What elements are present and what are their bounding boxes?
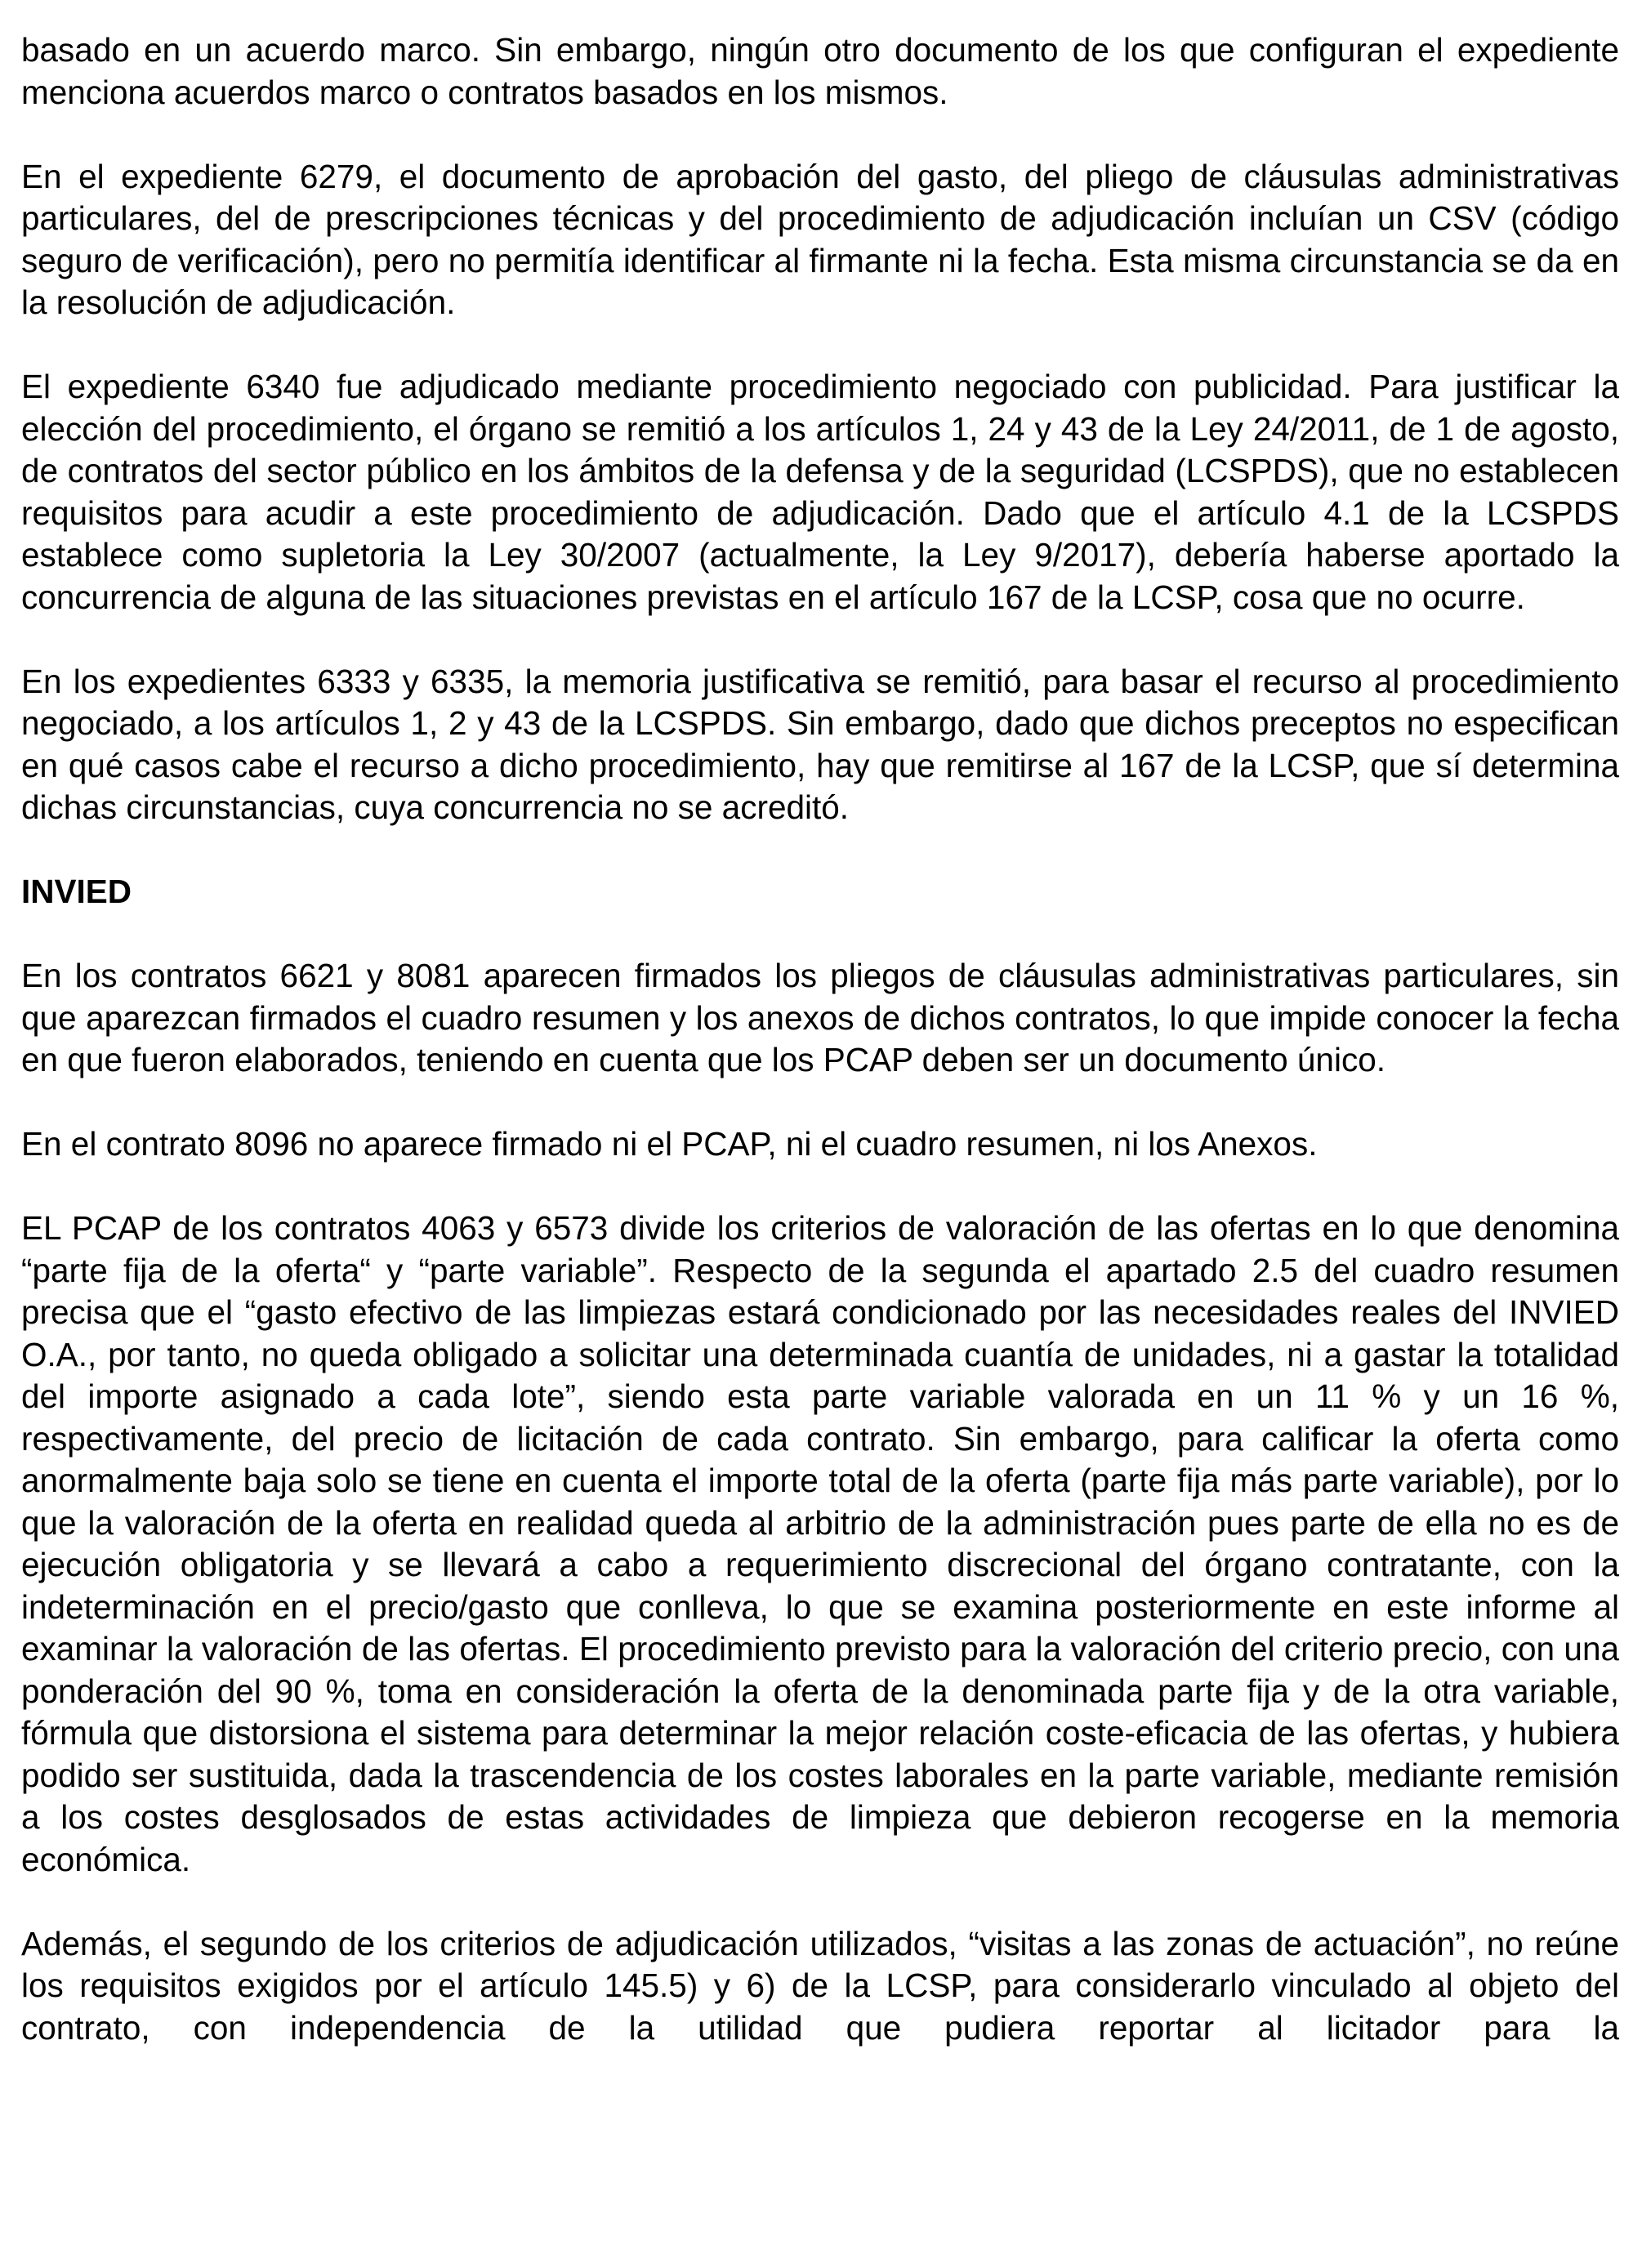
paragraph-acuerdo-marco: basado en un acuerdo marco. Sin embargo, ningún otro documento de los que configuran el expediente menciona acuerdos marco o contratos basados en los mismos. — [21, 31, 1619, 111]
document-page — [21, 29, 1619, 2049]
section-heading-invied: INVIED — [21, 873, 132, 910]
paragraph-expedientes-6333-6335: En los expedientes 6333 y 6335, la memoria justificativa se remitió, para basar el recurso al procedimiento negociado, a los artículos 1, 2 y 43 de la LCSPDS. Sin embargo, dado que dichos preceptos no especifican en qué casos cabe el recurso a dicho procedimiento, hay que remitirse al 167 de la LCSP, que sí determina dichas circunstancias, cuya concurrencia no se acreditó. — [21, 662, 1619, 826]
paragraph-expediente-6279: En el expediente 6279, el documento de aprobación del gasto, del pliego de cláusulas administrativas particulares, del de prescripciones técnicas y del procedimiento de adjudicación incluían un CSV (código seguro de verificación), pero no permitía identificar al firmante ni la fecha. Esta misma circunstancia se da en la resolución de adjudicación. — [21, 157, 1619, 321]
paragraph-contratos-6621-8081: En los contratos 6621 y 8081 aparecen firmados los pliegos de cláusulas administrativas particulares, sin que aparezcan firmados el cuadro resumen y los anexos de dichos contratos, lo que impide conocer la fecha en que fueron elaborados, teniendo en cuenta que los PCAP deben ser un documento único. — [21, 957, 1619, 1078]
paragraph-contrato-8096: En el contrato 8096 no aparece firmado ni el PCAP, ni el cuadro resumen, ni los Anexos. — [21, 1125, 1318, 1163]
paragraph-expediente-6340: El expediente 6340 fue adjudicado mediante procedimiento negociado con publicidad. Para justificar la elección del procedimiento, el órgano se remitió a los artículos 1, 24 y 43 de la Ley 24/2011, de 1 de agosto, de contratos del sector público en los ámbitos de la defensa y de la seguridad (LCSPDS), que no establecen requisitos para acudir a este procedimiento de adjudicación. Dado que el artículo 4.1 de la LCSPDS establece como supletoria la Ley 30/2007 (actualmente, la Ley 9/2017), debería haberse aportado la concurrencia de alguna de las situaciones previstas en el artículo 167 de la LCSP, cosa que no ocurre. — [21, 368, 1619, 616]
paragraph-criterios-adjudicacion: Además, el segundo de los criterios de adjudicación utilizados, “visitas a las zonas de actuación”, no reúne los requisitos exigidos por el artículo 145.5) y 6) de la LCSP, para considerarlo vinculado al objeto del contrato, con independencia de la utilidad que pudiera reportar al licitador para la — [21, 1924, 1619, 2047]
paragraph-pcap-4063-6573: EL PCAP de los contratos 4063 y 6573 divide los criterios de valoración de las ofertas en lo que denomina “parte fija de la oferta“ y “parte variable”. Respecto de la segunda el apartado 2.5 del cuadro resumen precisa que el “gasto efectivo de las limpiezas estará condicionado por las necesidades reales del INVIED O.A., por tanto, no queda obligado a solicitar una determinada cuantía de unidades, ni a gastar la totalidad del importe asignado a cada lote”, siendo esta parte variable valorada en un 11 % y un 16 %, respectivamente, del precio de licitación de cada contrato. Sin embargo, para calificar la oferta como anormalmente baja solo se tiene en cuenta el importe total de la oferta (parte fija más parte variable), por lo que la valoración de la oferta en realidad queda al arbitrio de la administración pues parte de ella no es de ejecución obligatoria y se llevará a cabo a requerimiento discrecional del órgano contratante, con la indeterminación en el precio/gasto que conlleva, lo que se examina posteriormente en este informe al examinar la valoración de las ofertas. El procedimiento previsto para la valoración del criterio precio, con una ponderación del 90 %, toma en consideración la oferta de la denominada parte fija y de la otra variable, fórmula que distorsiona el sistema para determinar la mejor relación coste-eficacia de las ofertas, y hubiera podido ser sustituida, dada la trascendencia de los costes laborales en la parte variable, mediante remisión a los costes desglosados de estas actividades de limpieza que debieron recogerse en la memoria económica. — [21, 1209, 1619, 1878]
